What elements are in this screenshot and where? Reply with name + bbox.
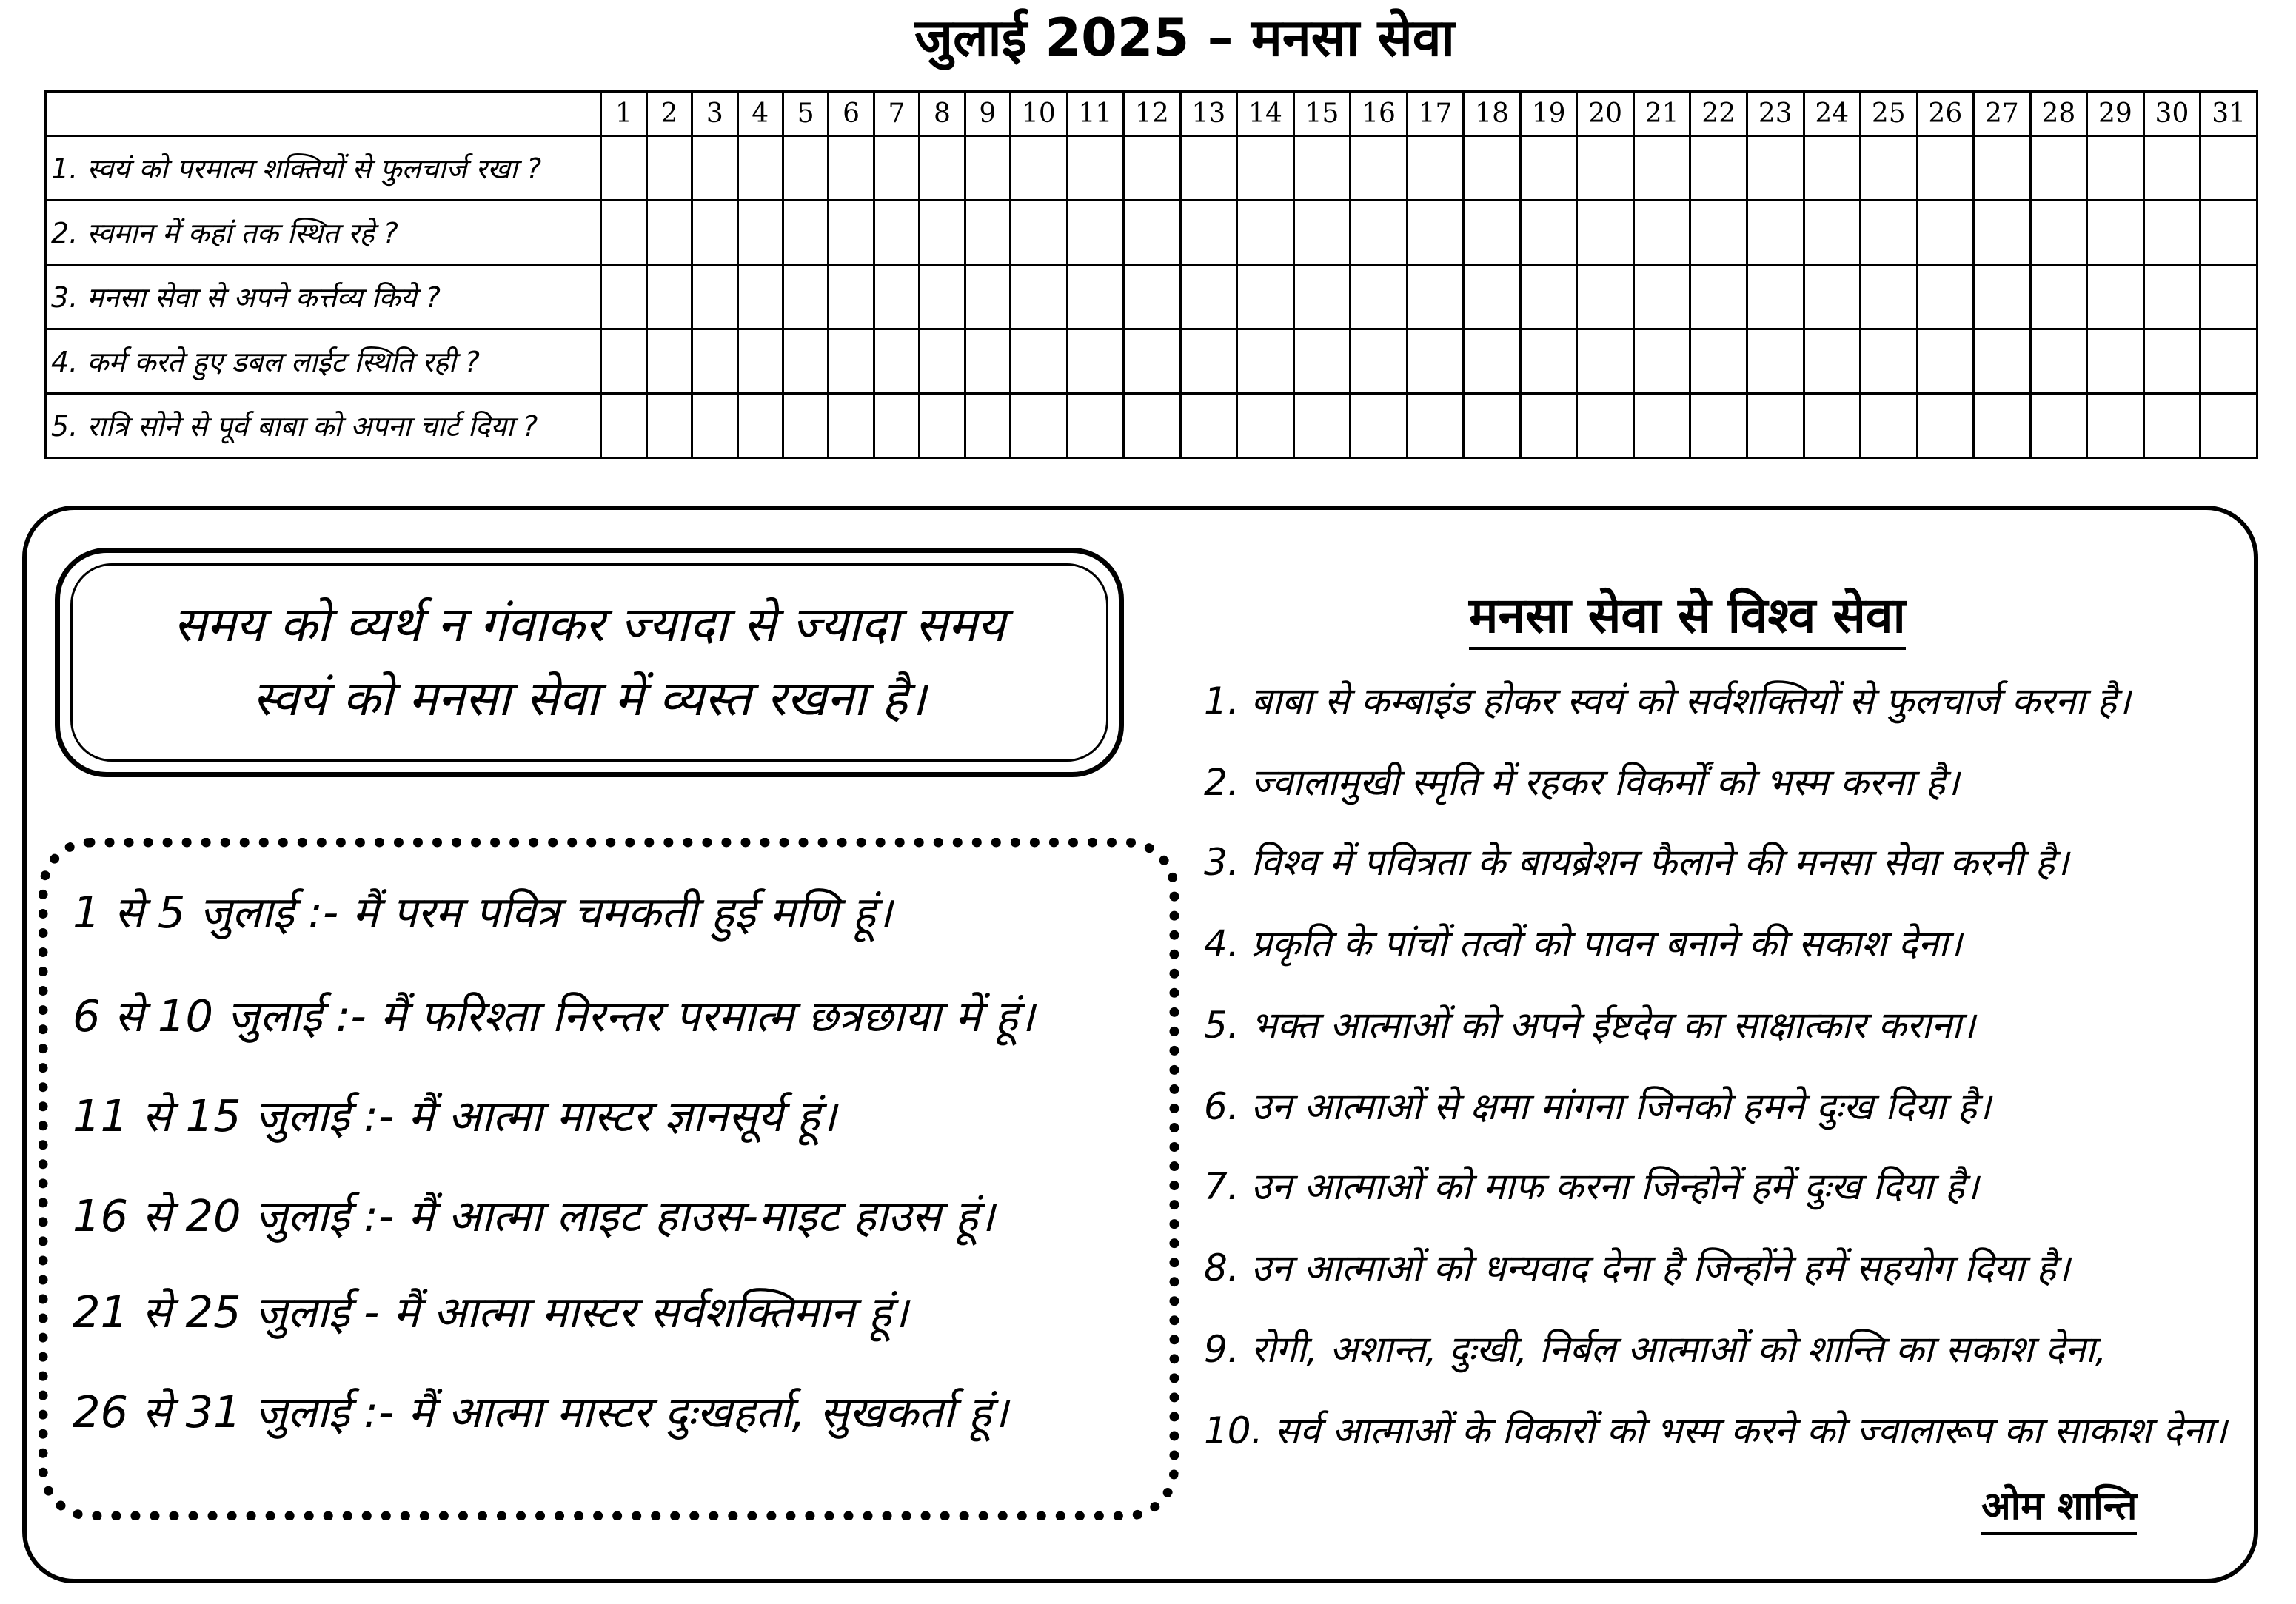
- day-check-cell[interactable]: [2030, 394, 2087, 458]
- day-check-cell[interactable]: [1861, 136, 1918, 201]
- day-check-cell[interactable]: [2200, 265, 2257, 329]
- day-check-cell[interactable]: [1917, 265, 1974, 329]
- day-check-cell[interactable]: [2200, 329, 2257, 394]
- page-title: जुलाई 2025 – मनसा सेवा: [914, 7, 1455, 68]
- day-check-cell[interactable]: [1690, 201, 1747, 265]
- day-check-cell[interactable]: [1011, 201, 1068, 265]
- day-column-header: 5: [783, 92, 828, 136]
- day-check-cell[interactable]: [1237, 265, 1294, 329]
- day-check-cell[interactable]: [1577, 136, 1634, 201]
- day-check-cell[interactable]: [646, 265, 692, 329]
- day-check-cell[interactable]: [1293, 329, 1351, 394]
- day-check-cell[interactable]: [965, 329, 1010, 394]
- day-check-cell[interactable]: [737, 136, 783, 201]
- affirmation-item: 11 से 15 जुलाई :- मैं आत्मा मास्टर ज्ञानसूर्य हूं।: [73, 1090, 837, 1141]
- day-column-header: 4: [737, 92, 783, 136]
- day-column-header: 18: [1464, 92, 1521, 136]
- day-column-header: 28: [2030, 92, 2087, 136]
- day-check-cell[interactable]: [1237, 329, 1294, 394]
- day-check-cell[interactable]: [692, 329, 737, 394]
- day-check-cell[interactable]: [783, 136, 828, 201]
- quote-box: [55, 548, 1124, 777]
- day-check-cell[interactable]: [1351, 201, 1408, 265]
- day-check-cell[interactable]: [692, 136, 737, 201]
- day-column-header: 6: [829, 92, 874, 136]
- day-column-header: 24: [1804, 92, 1861, 136]
- day-check-cell[interactable]: [2143, 394, 2200, 458]
- day-check-cell[interactable]: [646, 329, 692, 394]
- day-check-cell[interactable]: [1237, 136, 1294, 201]
- day-check-cell[interactable]: [1351, 394, 1408, 458]
- affirmation-item: 6 से 10 जुलाई :- मैं फरिश्ता निरन्तर परमात्म छत्रछाया में हूं।: [73, 990, 1035, 1041]
- question-cell: 1. स्वयं को परमात्म शक्तियों से फुलचार्ज रखा ?: [46, 136, 601, 201]
- day-check-cell[interactable]: [2030, 329, 2087, 394]
- service-item: 1. बाबा से कम्बाइंड होकर स्वयं को सर्वशक्तियों से फुलचार्ज करना है।: [1204, 679, 2131, 722]
- day-column-header: 31: [2200, 92, 2257, 136]
- day-check-cell[interactable]: [1577, 265, 1634, 329]
- day-check-cell[interactable]: [1974, 329, 2031, 394]
- service-item: 5. भक्त आत्माओं को अपने ईष्टदेव का साक्षात्कार कराना।: [1204, 1004, 1975, 1047]
- day-check-cell[interactable]: [2200, 201, 2257, 265]
- day-check-cell[interactable]: [874, 394, 919, 458]
- affirmation-item: 21 से 25 जुलाई - मैं आत्मा मास्टर सर्वशक्तिमान हूं।: [73, 1286, 908, 1338]
- day-check-cell[interactable]: [1351, 265, 1408, 329]
- day-check-cell[interactable]: [783, 329, 828, 394]
- day-check-cell[interactable]: [1804, 394, 1861, 458]
- day-check-cell[interactable]: [829, 329, 874, 394]
- service-item: 9. रोगी, अशान्त, दुःखी, निर्बल आत्माओं को शान्ति का सकाश देना,: [1204, 1328, 2107, 1371]
- day-check-cell[interactable]: [1293, 394, 1351, 458]
- day-check-cell[interactable]: [2200, 394, 2257, 458]
- day-check-cell[interactable]: [1464, 136, 1521, 201]
- day-check-cell[interactable]: [874, 201, 919, 265]
- day-check-cell[interactable]: [1011, 394, 1068, 458]
- day-check-cell[interactable]: [646, 201, 692, 265]
- day-check-cell[interactable]: [1407, 329, 1464, 394]
- day-column-header: 8: [920, 92, 965, 136]
- day-check-cell[interactable]: [2087, 394, 2144, 458]
- day-check-cell[interactable]: [1633, 329, 1690, 394]
- day-check-cell[interactable]: [783, 394, 828, 458]
- day-column-header: 30: [2143, 92, 2200, 136]
- day-check-cell[interactable]: [1861, 201, 1918, 265]
- day-check-cell[interactable]: [1124, 394, 1181, 458]
- day-check-cell[interactable]: [783, 201, 828, 265]
- day-check-cell[interactable]: [920, 136, 965, 201]
- day-check-cell[interactable]: [737, 329, 783, 394]
- day-check-cell[interactable]: [1124, 136, 1181, 201]
- day-check-cell[interactable]: [829, 394, 874, 458]
- day-check-cell[interactable]: [1917, 201, 1974, 265]
- day-check-cell[interactable]: [1747, 394, 1804, 458]
- day-check-cell[interactable]: [1237, 201, 1294, 265]
- day-check-cell[interactable]: [1067, 329, 1124, 394]
- table-row: [46, 136, 2257, 201]
- day-check-cell[interactable]: [1747, 265, 1804, 329]
- table-row: [46, 329, 2257, 394]
- day-check-cell[interactable]: [1804, 265, 1861, 329]
- day-check-cell[interactable]: [737, 394, 783, 458]
- day-check-cell[interactable]: [1407, 201, 1464, 265]
- day-check-cell[interactable]: [1633, 394, 1690, 458]
- day-check-cell[interactable]: [1520, 201, 1577, 265]
- service-item: 10. सर्व आत्माओं के विकारों को भस्म करने को ज्वालारूप का साकाश देना।: [1204, 1409, 2227, 1452]
- day-column-header: 2: [646, 92, 692, 136]
- day-check-cell[interactable]: [920, 201, 965, 265]
- day-check-cell[interactable]: [1747, 329, 1804, 394]
- day-check-cell[interactable]: [1124, 329, 1181, 394]
- day-column-header: 16: [1351, 92, 1408, 136]
- day-check-cell[interactable]: [1407, 265, 1464, 329]
- day-column-header: 1: [601, 92, 646, 136]
- day-check-cell[interactable]: [1804, 136, 1861, 201]
- day-column-header: 22: [1690, 92, 1747, 136]
- day-check-cell[interactable]: [1407, 136, 1464, 201]
- day-check-cell[interactable]: [2030, 265, 2087, 329]
- service-item: 8. उन आत्माओं को धन्यवाद देना है जिन्होंने हमें सहयोग दिया है।: [1204, 1246, 2070, 1289]
- day-check-cell[interactable]: [783, 265, 828, 329]
- day-check-cell[interactable]: [1747, 201, 1804, 265]
- day-column-header: 13: [1180, 92, 1237, 136]
- day-column-header: 27: [1974, 92, 2031, 136]
- day-check-cell[interactable]: [2143, 265, 2200, 329]
- service-item: 4. प्रकृति के पांचों तत्वों को पावन बनाने की सकाश देना।: [1204, 922, 1962, 965]
- day-check-cell[interactable]: [2087, 265, 2144, 329]
- day-check-cell[interactable]: [1293, 265, 1351, 329]
- day-column-header: 17: [1407, 92, 1464, 136]
- day-check-cell[interactable]: [1577, 201, 1634, 265]
- day-column-header: 14: [1237, 92, 1294, 136]
- day-check-cell[interactable]: [1351, 329, 1408, 394]
- day-check-cell[interactable]: [920, 329, 965, 394]
- day-check-cell[interactable]: [1464, 394, 1521, 458]
- day-check-cell[interactable]: [1633, 136, 1690, 201]
- question-cell: 3. मनसा सेवा से अपने कर्त्तव्य किये ?: [46, 265, 601, 329]
- day-check-cell[interactable]: [829, 265, 874, 329]
- closing-text: ओम शान्ति: [1981, 1480, 2137, 1535]
- day-check-cell[interactable]: [1633, 265, 1690, 329]
- day-check-cell[interactable]: [646, 136, 692, 201]
- day-check-cell[interactable]: [1577, 394, 1634, 458]
- day-check-cell[interactable]: [1407, 394, 1464, 458]
- day-column-header: 9: [965, 92, 1010, 136]
- service-item: 3. विश्व में पवित्रता के बायब्रेशन फैलाने की मनसा सेवा करनी है।: [1204, 841, 2069, 884]
- day-check-cell[interactable]: [1633, 201, 1690, 265]
- table-header-row: [46, 92, 2257, 136]
- day-check-cell[interactable]: [1180, 136, 1237, 201]
- service-item: 2. ज्वालामुखी स्मृति में रहकर विकर्मों को भस्म करना है।: [1204, 761, 1960, 804]
- day-check-cell[interactable]: [874, 265, 919, 329]
- question-column-header: [46, 92, 601, 136]
- day-check-cell[interactable]: [1011, 136, 1068, 201]
- day-column-header: 11: [1067, 92, 1124, 136]
- day-check-cell[interactable]: [1180, 394, 1237, 458]
- day-check-cell[interactable]: [1577, 329, 1634, 394]
- day-check-cell[interactable]: [829, 136, 874, 201]
- question-cell: 4. कर्म करते हुए डबल लाईट स्थिति रही ?: [46, 329, 601, 394]
- day-check-cell[interactable]: [2030, 136, 2087, 201]
- day-column-header: 10: [1011, 92, 1068, 136]
- day-check-cell[interactable]: [965, 201, 1010, 265]
- day-check-cell[interactable]: [1520, 136, 1577, 201]
- day-check-cell[interactable]: [2200, 136, 2257, 201]
- day-check-cell[interactable]: [1067, 394, 1124, 458]
- day-check-cell[interactable]: [601, 394, 646, 458]
- day-check-cell[interactable]: [601, 136, 646, 201]
- day-check-cell[interactable]: [1974, 136, 2031, 201]
- day-column-header: 23: [1747, 92, 1804, 136]
- affirmation-item: 1 से 5 जुलाई :- मैं परम पवित्र चमकती हुई मणि हूं।: [73, 887, 893, 938]
- day-check-cell[interactable]: [965, 136, 1010, 201]
- day-check-cell[interactable]: [1237, 394, 1294, 458]
- day-check-cell[interactable]: [1861, 329, 1918, 394]
- day-check-cell[interactable]: [601, 201, 646, 265]
- day-check-cell[interactable]: [1067, 201, 1124, 265]
- day-check-cell[interactable]: [2087, 136, 2144, 201]
- day-check-cell[interactable]: [2143, 329, 2200, 394]
- table-row: [46, 201, 2257, 265]
- day-check-cell[interactable]: [737, 265, 783, 329]
- service-heading: मनसा सेवा से विश्व सेवा: [1469, 586, 1906, 650]
- day-check-cell[interactable]: [1011, 265, 1068, 329]
- day-column-header: 25: [1861, 92, 1918, 136]
- day-check-cell[interactable]: [692, 201, 737, 265]
- day-check-cell[interactable]: [692, 394, 737, 458]
- table-row: [46, 265, 2257, 329]
- daily-chart-table: [44, 90, 2258, 459]
- day-check-cell[interactable]: [1180, 265, 1237, 329]
- day-check-cell[interactable]: [965, 265, 1010, 329]
- day-column-header: 7: [874, 92, 919, 136]
- quote-line-2: स्वयं को मनसा सेवा में व्यस्त रखना है।: [252, 670, 926, 727]
- question-cell: 5. रात्रि सोने से पूर्व बाबा को अपना चार्ट दिया ?: [46, 394, 601, 458]
- day-check-cell[interactable]: [737, 201, 783, 265]
- day-check-cell[interactable]: [1747, 136, 1804, 201]
- day-column-header: 3: [692, 92, 737, 136]
- day-column-header: 20: [1577, 92, 1634, 136]
- question-cell: 2. स्वमान में कहां तक स्थित रहे ?: [46, 201, 601, 265]
- day-check-cell[interactable]: [1293, 201, 1351, 265]
- day-check-cell[interactable]: [1067, 136, 1124, 201]
- day-check-cell[interactable]: [1520, 329, 1577, 394]
- affirmation-item: 26 से 31 जुलाई :- मैं आत्मा मास्टर दुःखहर्ता, सुखकर्ता हूं।: [73, 1386, 1008, 1437]
- day-check-cell[interactable]: [1917, 329, 1974, 394]
- day-check-cell[interactable]: [1180, 201, 1237, 265]
- day-check-cell[interactable]: [1804, 201, 1861, 265]
- day-column-header: 15: [1293, 92, 1351, 136]
- day-check-cell[interactable]: [874, 329, 919, 394]
- day-check-cell[interactable]: [1067, 265, 1124, 329]
- day-check-cell[interactable]: [1690, 394, 1747, 458]
- day-check-cell[interactable]: [920, 394, 965, 458]
- day-check-cell[interactable]: [2087, 201, 2144, 265]
- day-check-cell[interactable]: [2030, 201, 2087, 265]
- day-check-cell[interactable]: [1180, 329, 1237, 394]
- day-check-cell[interactable]: [1520, 265, 1577, 329]
- day-check-cell[interactable]: [1011, 329, 1068, 394]
- day-check-cell[interactable]: [692, 265, 737, 329]
- service-item: 6. उन आत्माओं से क्षमा मांगना जिनको हमने दुःख दिया है।: [1204, 1085, 1991, 1128]
- day-check-cell[interactable]: [920, 265, 965, 329]
- day-check-cell[interactable]: [601, 265, 646, 329]
- day-check-cell[interactable]: [1464, 329, 1521, 394]
- day-check-cell[interactable]: [1861, 265, 1918, 329]
- day-check-cell[interactable]: [1861, 394, 1918, 458]
- quote-line-1: समय को व्यर्थ न गंवाकर ज्यादा से ज्यादा समय: [173, 596, 1005, 653]
- day-check-cell[interactable]: [1464, 265, 1521, 329]
- day-check-cell[interactable]: [1917, 136, 1974, 201]
- day-check-cell[interactable]: [2143, 201, 2200, 265]
- day-check-cell[interactable]: [1804, 329, 1861, 394]
- day-column-header: 26: [1917, 92, 1974, 136]
- day-column-header: 21: [1633, 92, 1690, 136]
- day-check-cell[interactable]: [2143, 136, 2200, 201]
- day-column-header: 19: [1520, 92, 1577, 136]
- affirmation-item: 16 से 20 जुलाई :- मैं आत्मा लाइट हाउस-माइट हाउस हूं।: [73, 1190, 995, 1241]
- day-check-cell[interactable]: [829, 201, 874, 265]
- day-check-cell[interactable]: [1690, 329, 1747, 394]
- day-check-cell[interactable]: [1124, 265, 1181, 329]
- day-check-cell[interactable]: [1690, 136, 1747, 201]
- day-check-cell[interactable]: [1124, 201, 1181, 265]
- table-row: [46, 394, 2257, 458]
- day-check-cell[interactable]: [1974, 265, 2031, 329]
- day-check-cell[interactable]: [965, 394, 1010, 458]
- quote-inner-border: [70, 563, 1108, 762]
- day-check-cell[interactable]: [646, 394, 692, 458]
- day-check-cell[interactable]: [1974, 394, 2031, 458]
- day-check-cell[interactable]: [1351, 136, 1408, 201]
- day-check-cell[interactable]: [2087, 329, 2144, 394]
- day-column-header: 29: [2087, 92, 2144, 136]
- day-check-cell[interactable]: [874, 136, 919, 201]
- day-check-cell[interactable]: [1464, 201, 1521, 265]
- service-item: 7. उन आत्माओं को माफ करना जिन्होनें हमें दुःख दिया है।: [1204, 1165, 1979, 1208]
- day-check-cell[interactable]: [1917, 394, 1974, 458]
- day-column-header: 12: [1124, 92, 1181, 136]
- day-check-cell[interactable]: [1974, 201, 2031, 265]
- day-check-cell[interactable]: [1520, 394, 1577, 458]
- day-check-cell[interactable]: [601, 329, 646, 394]
- day-check-cell[interactable]: [1690, 265, 1747, 329]
- day-check-cell[interactable]: [1293, 136, 1351, 201]
